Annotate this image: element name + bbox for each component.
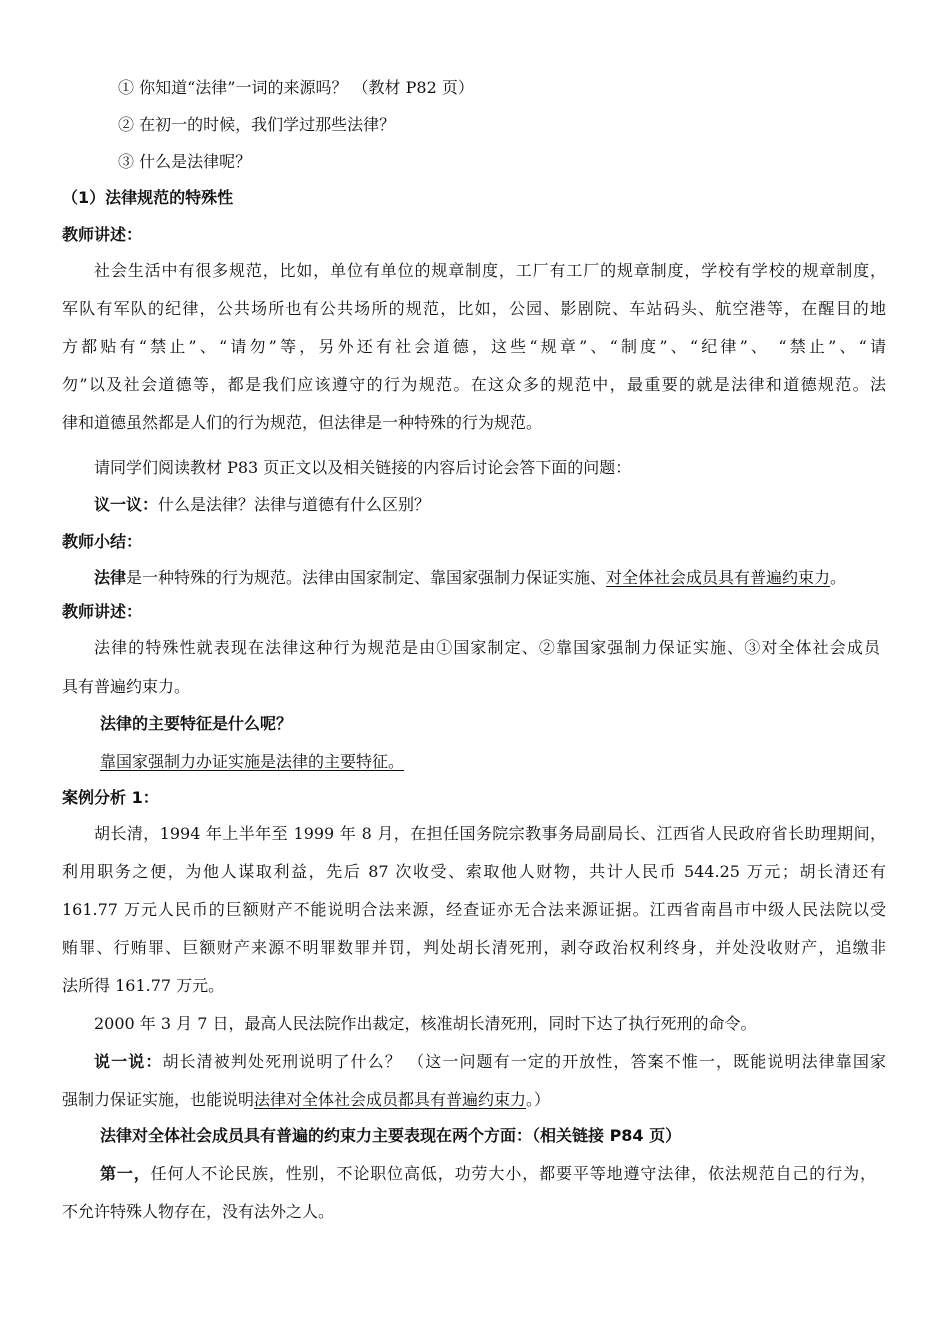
say-line-1 bbox=[94, 1052, 886, 1072]
first-text: 任何人不论民族，性别，不论职位高低，功劳大小，都要平等地遵守法律，依法规范自己的行为， bbox=[150, 1164, 876, 1183]
case-line: 法所得 161.77 万元。 bbox=[62, 976, 225, 995]
case-line: 161.77 万元人民币的巨额财产不能说明合法来源，经查证亦无合法来源证据。江西省南昌市中级人民法院以受 bbox=[62, 900, 886, 919]
binding-title: 法律对全体社会成员具有普遍的约束力主要表现在两个方面：（相关链接 P84 页） bbox=[100, 1126, 682, 1145]
case-line: 贿罪、行贿罪、巨额财产来源不明罪数罪并罚，判处胡长清死刑，剥夺政治权利终身，并处没收财产，追缴非 bbox=[62, 938, 886, 957]
section-title: （1）法律规范的特殊性 bbox=[62, 188, 234, 207]
say-text: 胡长清被判处死刑说明了什么？ （这一问题有一定的开放性，答案不惟一，既能说明法律靠国家 bbox=[162, 1052, 886, 1071]
teacher-summary-heading: 教师小结： bbox=[62, 532, 143, 551]
summary-underline: 对全体社会成员具有普遍约束力 bbox=[606, 568, 831, 587]
case-verdict: 2000 年 3 月 7 日，最高人民法院作出裁定，核准胡长清死刑，同时下达了执行死刑的命令。 bbox=[94, 1014, 757, 1033]
question-1: ① 你知道“法律”一词的来源吗？ （教材 P82 页） bbox=[118, 78, 474, 97]
question-3: ③ 什么是法律呢？ bbox=[118, 152, 252, 171]
say-underline: 法律对全体社会成员都具有普遍约束力 bbox=[254, 1090, 527, 1109]
case-heading: 案例分析 1： bbox=[62, 788, 159, 807]
case-line: 利用职务之便，为他人谋取利益，先后 87 次收受、索取他人财物，共计人民币 544.25 万元；胡长清还有 bbox=[62, 862, 886, 881]
first-line-1 bbox=[100, 1164, 876, 1184]
paragraph-line: 方都贴有“禁止”、“请勿”等，另外还有社会道德，这些“规章”、“制度”、“纪律”、 “禁止”、“请 bbox=[62, 337, 886, 356]
read-prompt: 请同学们阅读教材 P83 页正文以及相关链接的内容后讨论会答下面的问题： bbox=[94, 458, 632, 477]
say-text-b: 。） bbox=[526, 1090, 551, 1109]
paragraph-line: 勿”以及社会道德等，都是我们应该遵守的行为规范。在这众多的规范中，最重要的就是法律和道德规范。法 bbox=[62, 375, 886, 394]
say-line-2 bbox=[62, 1090, 550, 1110]
discuss-line bbox=[94, 495, 430, 515]
first-label: 第一， bbox=[100, 1164, 151, 1183]
main-feature-answer: 靠国家强制力办证实施是法律的主要特征。 bbox=[100, 752, 405, 771]
teacher-talk-heading: 教师讲述： bbox=[62, 225, 143, 244]
case-line: 胡长清，1994 年上半年至 1999 年 8 月，在担任国务院宗教事务局副局长、江西省人民政府省长助理期间， bbox=[94, 824, 886, 843]
summary-plain: 是一种特殊的行为规范。法律由国家制定、靠国家强制力保证实施、 bbox=[126, 568, 607, 587]
summary-line bbox=[94, 568, 846, 588]
paragraph-line: 军队有军队的纪律，公共场所也有公共场所的规范，比如，公园、影剧院、车站码头、航空港等，在醒目的地 bbox=[62, 299, 886, 318]
summary-end: 。 bbox=[830, 568, 847, 587]
teacher-talk2-heading: 教师讲述： bbox=[62, 602, 143, 621]
main-feature-question: 法律的主要特征是什么呢？ bbox=[100, 714, 293, 733]
paragraph-line: 具有普遍约束力。 bbox=[62, 677, 191, 696]
discuss-text: 什么是法律？法律与道德有什么区别？ bbox=[158, 495, 431, 514]
question-2: ② 在初一的时候，我们学过那些法律？ bbox=[118, 115, 396, 134]
say-text-a: 强制力保证实施，也能说明 bbox=[62, 1090, 255, 1109]
say-label: 说一说： bbox=[94, 1052, 163, 1071]
paragraph-line: 社会生活中有很多规范，比如，单位有单位的规章制度，工厂有工厂的规章制度，学校有学校的规章制度， bbox=[94, 261, 886, 280]
paragraph-line: 法律的特殊性就表现在法律这种行为规范是由①国家制定、②靠国家强制力保证实施、③对全体社会成员 bbox=[94, 638, 880, 657]
paragraph-line: 律和道德虽然都是人们的行为规范，但法律是一种特殊的行为规范。 bbox=[62, 413, 543, 432]
discuss-label: 议一议： bbox=[94, 495, 159, 514]
summary-bold: 法律 bbox=[94, 568, 127, 587]
first-line-2: 不允许特殊人物存在，没有法外之人。 bbox=[62, 1202, 335, 1221]
